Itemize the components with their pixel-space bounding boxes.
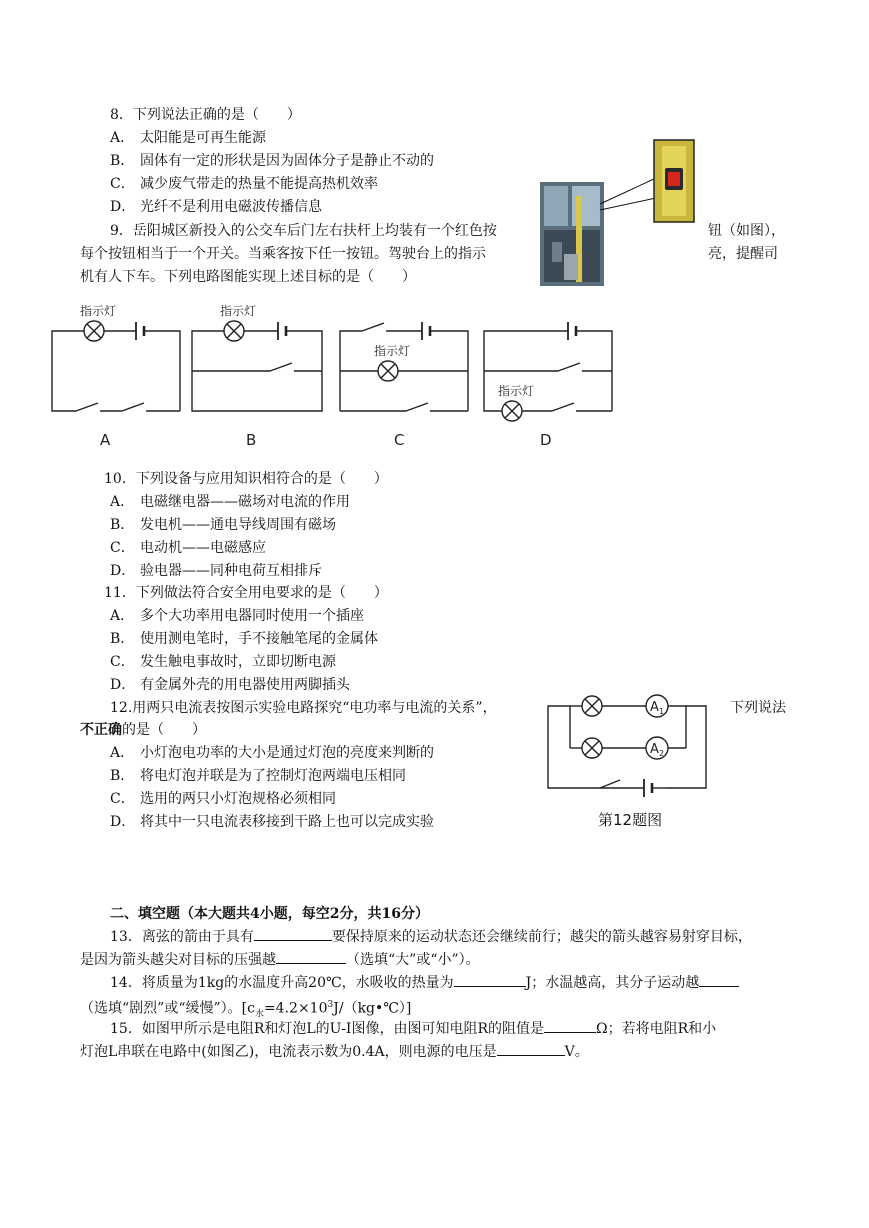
- q13-blank-2[interactable]: [276, 949, 346, 964]
- q11-option-b: B． 使用测电笔时，手不接触笔尾的金属体: [110, 631, 378, 647]
- q10-option-a: A． 电磁继电器——磁场对电流的作用: [110, 494, 350, 510]
- q15-line2: 灯泡L串联在电路中(如图乙)，电流表示数为0.4A，则电源的电压是 V。: [80, 1041, 589, 1062]
- q10-option-b: B． 发电机——通电导线周围有磁场: [110, 517, 336, 533]
- q10-stem: 10．下列设备与应用知识相符合的是（ ）: [104, 471, 388, 487]
- q11-option-c: C． 发生触电事故时，立即切断电源: [110, 654, 336, 670]
- q9-circuit-options: [40, 295, 640, 455]
- bus-button-photo: [538, 138, 706, 288]
- q10-option-c: C． 电动机——电磁感应: [110, 540, 266, 556]
- q14-line1: 14．将质量为1kg的水温度升高20℃，水吸收的热量为 J；水温越高，其分子运动越: [110, 972, 739, 993]
- q15-blank-1[interactable]: [544, 1018, 596, 1033]
- q12-option-a: A． 小灯泡电功率的大小是通过灯泡的亮度来判断的: [110, 745, 434, 761]
- lamp-label-a: 指示灯: [80, 304, 117, 318]
- q13-line2: 是因为箭头越尖对目标的压强越 （选填“大”或“小”）。: [80, 949, 480, 970]
- q11-option-d: D． 有金属外壳的用电器使用两脚插头: [110, 677, 350, 693]
- q15-blank-2[interactable]: [497, 1041, 565, 1056]
- q8-option-c: C． 减少废气带走的热量不能提高热机效率: [110, 176, 378, 192]
- q8-stem: 8．下列说法正确的是（ ）: [110, 107, 301, 123]
- ammeter-a2-label: A: [650, 742, 659, 757]
- q11-stem: 11．下列做法符合安全用电要求的是（ ）: [104, 585, 388, 601]
- q12-option-c: C． 选用的两只小灯泡规格必须相同: [110, 791, 336, 807]
- q12-not-correct: 不正确: [80, 722, 122, 738]
- circuit-a: [52, 321, 180, 411]
- lamp-label-d: 指示灯: [498, 384, 535, 398]
- q12-line1b: 下列说法: [730, 700, 786, 716]
- q12-figure-caption: 第12题图: [598, 811, 663, 829]
- circuit-c: [340, 322, 468, 411]
- lamp-label-b: 指示灯: [220, 304, 257, 318]
- q9-line1b: 钮（如图），: [708, 223, 785, 239]
- q10-option-d: D． 验电器——同种电荷互相排斥: [110, 563, 322, 579]
- choice-label-c: C: [394, 431, 405, 449]
- choice-label-a: A: [100, 431, 111, 449]
- q13-line1: 13．离弦的箭由于具有 要保持原来的运动状态还会继续前行；越尖的箭头越容易射穿目标，: [110, 926, 752, 947]
- choice-label-d: D: [540, 431, 552, 449]
- circuit-b: [192, 321, 322, 411]
- q12-option-b: B． 将电灯泡并联是为了控制灯泡两端电压相同: [110, 768, 406, 784]
- ammeter-a2-subscript: 2: [659, 749, 665, 758]
- section2-heading: 二、填空题（本大题共4小题，每空2分，共16分）: [110, 906, 429, 922]
- q12-line1a: 12.用两只电流表按图示实验电路探究“电功率与电流的关系”，: [110, 700, 497, 716]
- q13-blank-1[interactable]: [254, 926, 332, 941]
- q9-line1a: 9．岳阳城区新投入的公交车后门左右扶杆上均装有一个红色按: [110, 223, 497, 239]
- q12-line2: 不正确的是（ ）: [80, 722, 206, 738]
- circuit-d: [484, 322, 612, 421]
- choice-label-b: B: [246, 431, 257, 449]
- q8-option-b: B． 固体有一定的形状是因为固体分子是静止不动的: [110, 153, 434, 169]
- q12-circuit-figure: [540, 688, 720, 810]
- ammeter-a1-subscript: 1: [659, 707, 665, 716]
- q8-option-a: A． 太阳能是可再生能源: [110, 130, 266, 146]
- q14-blank-1[interactable]: [454, 972, 526, 987]
- q8-option-d: D． 光纤不是利用电磁波传播信息: [110, 199, 322, 215]
- q15-line1: 15．如图甲所示是电阻R和灯泡L的U-I图像，由图可知电阻R的阻值是 Ω；若将电阻R和小: [110, 1018, 716, 1039]
- q9-line3: 机有人下车。下列电路图能实现上述目标的是（ ）: [80, 269, 416, 285]
- q9-line2a: 每个按钮相当于一个开关。当乘客按下任一按钮。驾驶台上的指示: [80, 246, 486, 262]
- q11-option-a: A． 多个大功率用电器同时使用一个插座: [110, 608, 364, 624]
- lamp-label-c: 指示灯: [374, 344, 411, 358]
- q14-blank-2[interactable]: [699, 972, 739, 987]
- q12-option-d: D． 将其中一只电流表移接到干路上也可以完成实验: [110, 814, 434, 830]
- ammeter-a1-label: A: [650, 700, 659, 715]
- q9-line2b: 亮，提醒司: [708, 246, 778, 262]
- q14-line2: （选填“剧烈”或“缓慢”）。$[c_水=4.2\times 10^3J/(kg•℃)]$: [80, 1000, 412, 1020]
